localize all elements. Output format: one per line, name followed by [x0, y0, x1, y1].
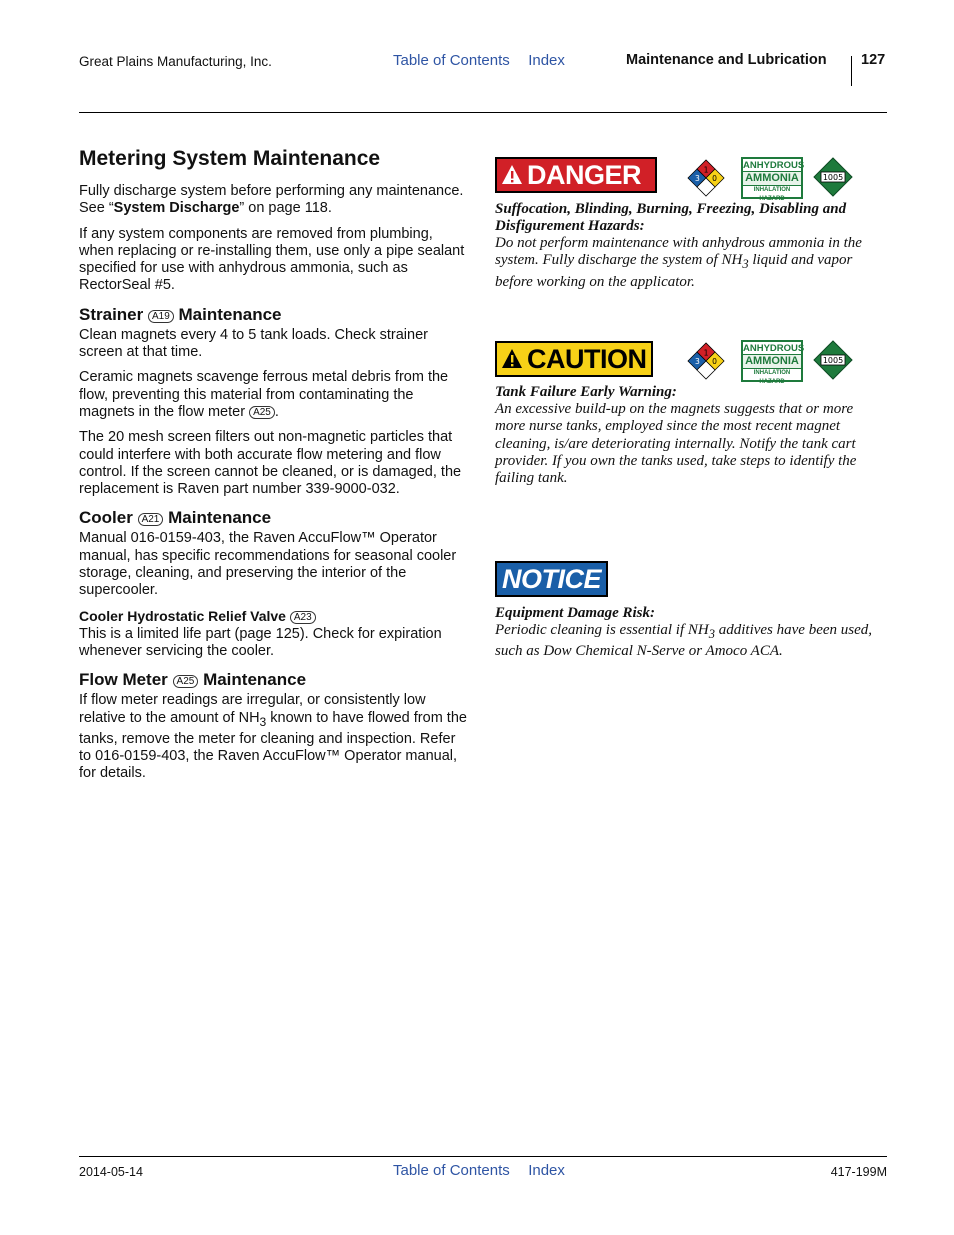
callout-a25-heading: A25 — [173, 675, 199, 688]
header-rule — [79, 112, 887, 113]
un-number: 1005 — [822, 356, 844, 365]
notice-box — [495, 561, 887, 661]
header-nav — [393, 52, 579, 70]
footer-nav — [393, 1162, 579, 1180]
caution-signal: CAUTION — [495, 341, 653, 377]
section-title: Maintenance and Lubrication — [626, 52, 827, 68]
un-number: 1005 — [822, 173, 844, 182]
sealant-paragraph: If any system components are removed from plumbing, when replacing or re-installing them, use only a pipe sealant specified for use with anhydrous ammonia, such as RectorSeal #5. — [79, 225, 465, 294]
ammonia-label: ANHYDROUS AMMONIA INHALATION HAZARD — [741, 340, 803, 382]
warning-triangle-icon — [501, 164, 523, 186]
cooler-paragraph: Manual 016-0159-403, the Raven AccuFlow™ Operator manual, has specific recommendations for seasonal cooler storage, cleaning, and preserving the interior of the supercooler. — [79, 530, 457, 599]
callout-a21: A21 — [138, 513, 164, 526]
header-divider — [851, 56, 852, 86]
ammonia-label: ANHYDROUS AMMONIA INHALATION HAZARD — [741, 157, 803, 199]
relief-valve-heading: Cooler Hydrostatic Relief Valve A23 — [79, 608, 469, 624]
notice-title: Equipment Damage Risk: — [495, 605, 656, 621]
warning-triangle-icon — [501, 348, 523, 370]
danger-body: Do not perform maintenance with anhydrous ammonia in the system. Fully discharge the system of $NH_3$ liquid and vapor before working on the applicator. — [495, 235, 862, 290]
nfpa-reactivity: 0 — [712, 173, 717, 183]
page-header — [79, 50, 887, 90]
nfpa-flammability: 1 — [703, 348, 709, 358]
nfpa-diamond-icon — [687, 342, 725, 380]
un-placard-icon — [813, 340, 853, 380]
callout-a19: A19 — [148, 310, 174, 323]
danger-signal: DANGER — [495, 157, 657, 193]
strainer-paragraph-1: Clean magnets every 4 to 5 tank loads. Check strainer screen at that time. — [79, 326, 428, 361]
nfpa-flammability: 1 — [703, 165, 709, 175]
relief-valve-paragraph: This is a limited life part (page 125). Check for expiration whenever servicing the cooler. — [79, 625, 442, 659]
nfpa-diamond-icon — [687, 159, 725, 197]
footer-rule — [79, 1156, 887, 1157]
system-discharge-ref: System Discharge — [113, 200, 240, 217]
company-name: Great Plains Manufacturing, Inc. — [79, 54, 272, 69]
strainer-paragraph-2: Ceramic magnets scavenge ferrous metal debris from the flow, preventing this material from contaminating the magnets in the flow meter A25 . — [79, 369, 449, 420]
cooler-heading: Cooler A21 Maintenance — [79, 508, 272, 528]
danger-title: Suffocation, Blinding, Burning, Freezing, Disabling and Disfigurement Hazards: — [495, 201, 847, 234]
strainer-paragraph-3: The 20 mesh screen filters out non-magnetic particles that could interfere with both accurate flow metering and flow control. If the screen cannot be cleaned, or is damaged, the replacement is Raven part number 339-9000-032. — [79, 429, 462, 498]
footer-toc-link[interactable]: Table of Contents — [393, 1162, 510, 1179]
page-title: Metering System Maintenance — [79, 147, 381, 170]
page-footer — [79, 1162, 887, 1182]
flow-meter-heading: Flow Meter A25 Maintenance — [79, 670, 307, 690]
danger-box — [495, 157, 887, 291]
page-number: 127 — [861, 52, 886, 68]
caution-box — [495, 340, 887, 487]
nfpa-health: 3 — [695, 173, 700, 183]
notice-body: Periodic cleaning is essential if $NH_3$ additives have been used, such as Dow Chemical N-Serve or Amoco ACA. — [495, 622, 873, 660]
callout-a25: A25 — [249, 406, 275, 419]
revision-date: 2014-05-14 — [79, 1165, 143, 1179]
flow-meter-paragraph: If flow meter readings are irregular, or consistently low relative to the amount of $NH_3$ known to have flowed from the tanks, remove the meter for cleaning and inspection. Refer to 016-0159-403, the Raven AccuFlow™ Operator manual, for details. — [79, 692, 467, 782]
strainer-heading: Strainer A19 Maintenance — [79, 304, 282, 324]
callout-a23: A23 — [290, 611, 316, 624]
toc-link[interactable]: Table of Contents — [393, 52, 510, 69]
notice-signal: NOTICE — [495, 561, 608, 597]
footer-index-link[interactable]: Index — [528, 1162, 565, 1179]
caution-title: Tank Failure Early Warning: — [495, 384, 677, 400]
un-placard-icon — [813, 157, 853, 197]
main-column — [79, 145, 469, 791]
nfpa-reactivity: 0 — [712, 356, 717, 366]
index-link[interactable]: Index — [528, 52, 565, 69]
caution-body: An excessive build-up on the magnets suggests that or more more nurse tanks, employed since the most recent magnet cleaning, is/are deteriorating internally. Notify the tank cart provider. If you own the tanks used, take steps to identify the failing tank. — [495, 401, 857, 487]
document-number: 417-199M — [830, 1165, 887, 1179]
intro-paragraph: Fully discharge system before performing any maintenance. See “System Discharge” on page 118. — [79, 183, 464, 217]
nfpa-health: 3 — [695, 356, 700, 366]
